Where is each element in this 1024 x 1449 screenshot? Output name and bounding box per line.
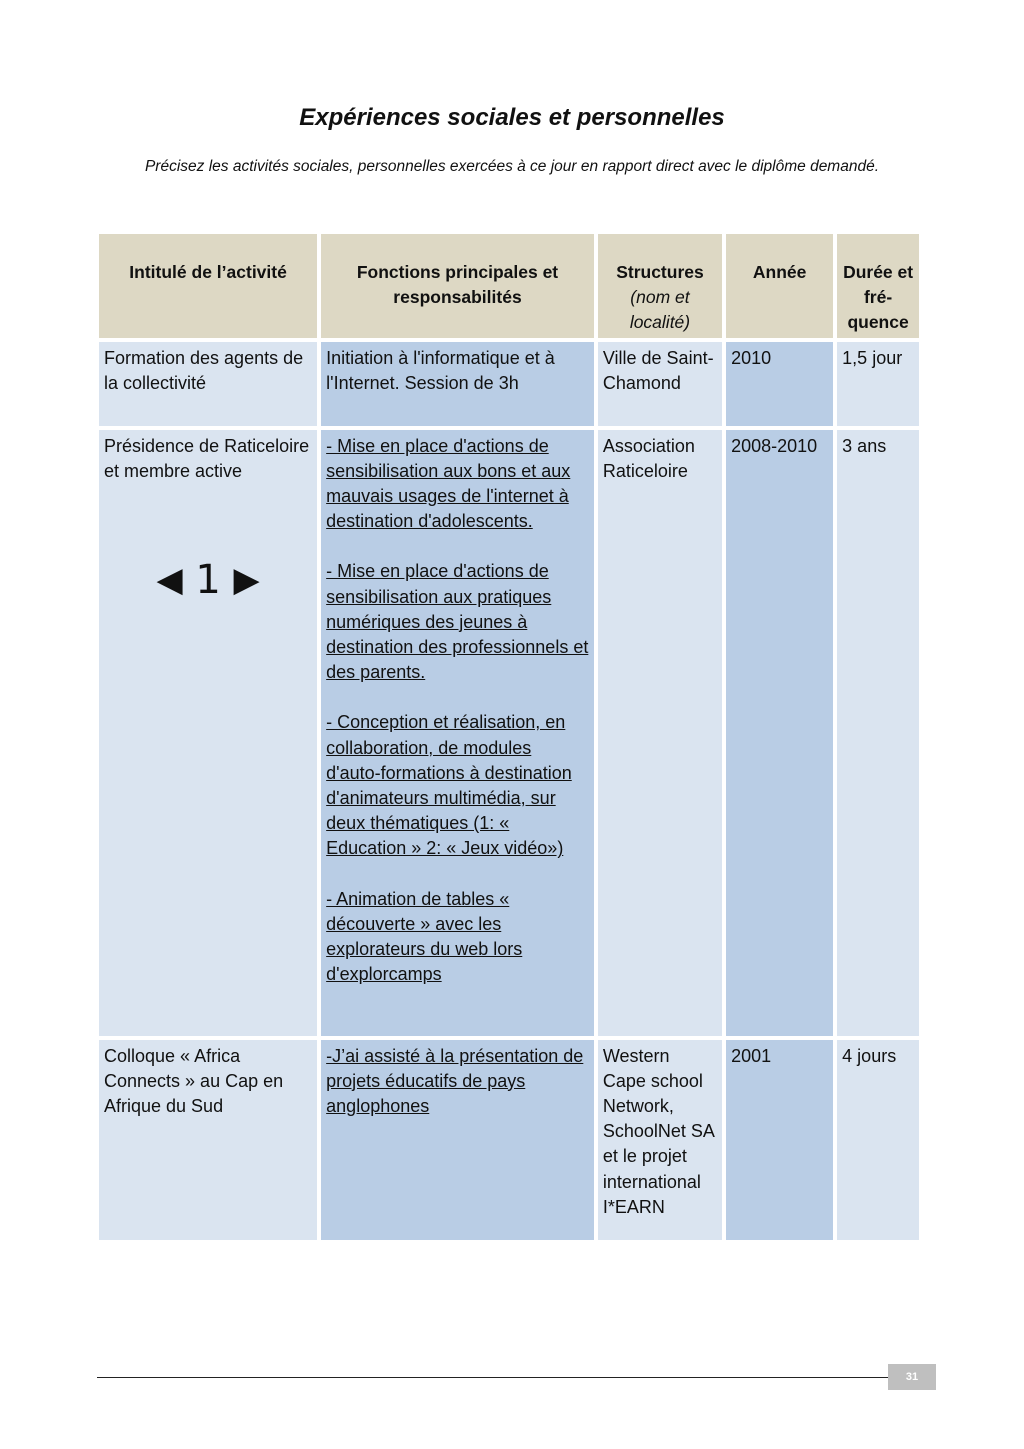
cell-duree: 4 jours: [837, 1040, 919, 1244]
table-row: [99, 1040, 919, 1244]
header-annee: Année: [726, 234, 837, 342]
header-activite: Intitulé de l’activité: [99, 234, 321, 342]
fonction-item: -J’ai assisté à la présentation de projets éducatifs de pays anglophones: [326, 1045, 584, 1117]
pager-current: 1: [195, 557, 221, 604]
cell-fonctions: [321, 342, 598, 430]
page-title: Expériences sociales et personnelles: [299, 104, 725, 131]
cell-structures: Western Cape school Network, SchoolNet SA et le projet international I*EARN: [598, 1040, 726, 1244]
fonction-item: Initiation à l'informatique et à l'Internet. Session de 3h: [326, 347, 555, 393]
triangle-right-icon[interactable]: ▶: [233, 560, 260, 601]
table-row: [99, 342, 919, 430]
header-structures-label: Structures: [616, 262, 704, 282]
cell-structures: Ville de Saint-Chamond: [598, 342, 726, 430]
cell-structures: Association Raticeloire: [598, 430, 726, 1040]
fonction-item: - Mise en place d'actions de sensibilisation aux bons et aux mauvais usages de l'internet à destination d'adolescents.: [326, 435, 571, 532]
header-structures: [598, 234, 726, 342]
header-duree: Durée et fré-quence: [837, 234, 919, 342]
cell-activite: Colloque « Africa Connects » au Cap en Afrique du Sud: [99, 1040, 321, 1244]
cell-activite: [99, 430, 321, 1040]
page-subtitle: Précisez les activités sociales, personnelles exercées à ce jour en rapport direct avec le diplôme demandé.: [144, 158, 880, 175]
pager: [104, 554, 312, 604]
cell-annee: 2010: [726, 342, 837, 430]
cell-activite-text: Présidence de Raticeloire et membre active: [104, 435, 310, 481]
page-number: 31: [888, 1364, 936, 1390]
fonction-item: - Animation de tables « découverte » avec les explorateurs du web lors d'explorcamps: [326, 888, 523, 985]
experiences-table: [99, 234, 919, 1244]
cell-fonctions: [321, 430, 598, 1040]
footer-divider: [97, 1377, 889, 1378]
cell-annee: 2008-2010: [726, 430, 837, 1040]
table-row: [99, 430, 919, 1040]
triangle-left-icon[interactable]: ◀: [156, 560, 183, 601]
cell-activite: Formation des agents de la collectivité: [99, 342, 321, 430]
cell-annee: 2001: [726, 1040, 837, 1244]
cell-duree: 1,5 jour: [837, 342, 919, 430]
fonction-item: - Conception et réalisation, en collaboration, de modules d'auto-formations à destination d'animateurs multimédia, sur deux thématiques (1: « Education » 2: « Jeux vidéo»): [326, 712, 572, 859]
header-structures-sub: (nom et localité): [629, 287, 691, 333]
table-header-row: [99, 234, 919, 342]
fonction-item: - Mise en place d'actions de sensibilisation aux pratiques numériques des jeunes à destination des professionnels et des parents.: [326, 561, 589, 683]
cell-duree: 3 ans: [837, 430, 919, 1040]
header-fonctions: Fonctions principales et responsabilités: [321, 234, 598, 342]
cell-fonctions: [321, 1040, 598, 1244]
